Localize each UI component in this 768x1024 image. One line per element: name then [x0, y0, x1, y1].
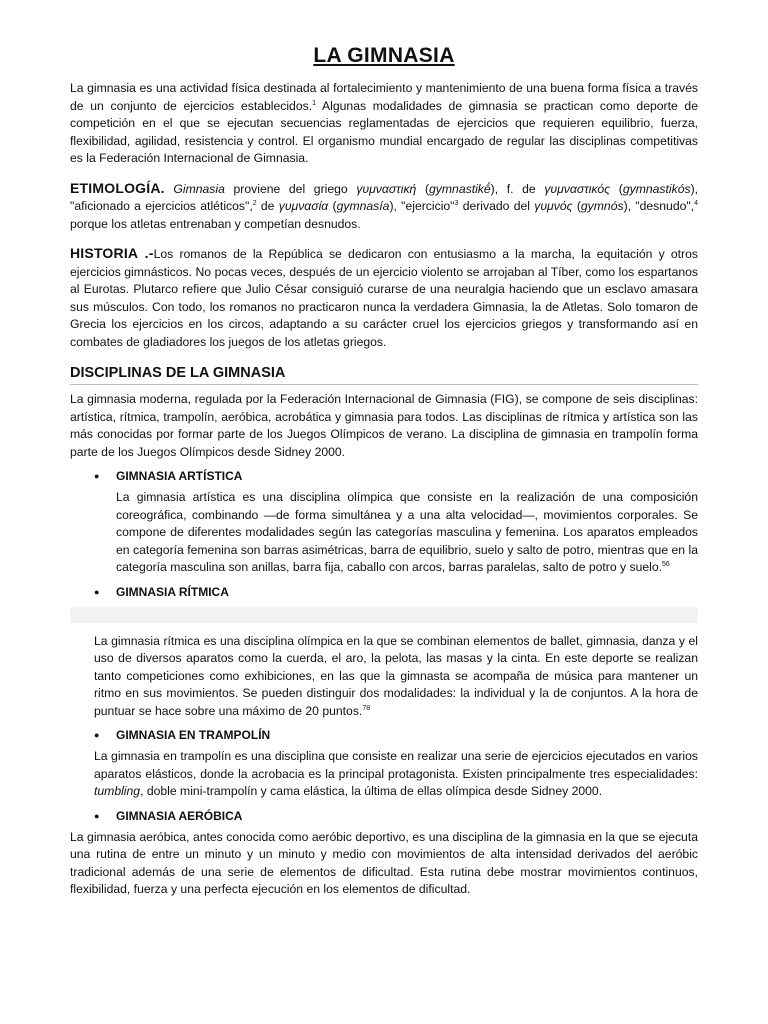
footnote-ref-3: 3	[454, 199, 459, 207]
shaded-band	[70, 607, 698, 623]
etimologia-text: (	[572, 199, 581, 213]
trampolin-term: tumbling	[94, 784, 141, 798]
etimologia-heading: ETIMOLOGÍA.	[70, 179, 165, 196]
etimologia-term: gymnastikós	[622, 181, 691, 196]
bullet-icon: ●	[94, 471, 100, 481]
etimologia-term: gymnasía	[336, 199, 390, 213]
historia-heading: HISTORIA .-	[70, 245, 154, 261]
footnote-ref-1: 1	[312, 99, 317, 107]
disciplinas-paragraph: La gimnasia moderna, regulada por la Federación Internacional de Gimnasia (FIG), se compone de seis disciplinas: artística, rítmica, trampolín, aeróbica, acrobática y gimnasia para todos. Las disciplinas de rítmica y artística son las más conocidas por formar parte de los Juegos Olímpicos de verano. La disciplina de gimnasia en trampolín forma parte de los Juegos Olímpicos desde Sidney 2000.	[70, 392, 698, 459]
trampolin-paragraph	[94, 748, 698, 801]
etimologia-term: gymnós	[580, 199, 624, 213]
etimologia-text: (	[610, 181, 623, 196]
disciplinas-heading: DISCIPLINAS DE LA GIMNASIA	[70, 365, 698, 385]
aerobica-paragraph: La gimnasia aeróbica, antes conocida como aeróbic deportivo, es una disciplina de la gimnasia en la que se ejecuta una rutina de entre un minuto y un minuto y medio con movimientos de alta intensidad derivados del aeróbic tradicional además de una serie de elementos de dificultad. Esta rutina debe mostrar movimientos continuos, flexibilidad, fuerza y una perfecta ejecución en los elementos de dificultad.	[70, 829, 698, 896]
bullet-icon: ●	[94, 730, 100, 740]
footnote-ref-2: 2	[252, 199, 257, 207]
intro-text-2: Algunas modalidades de gimnasia se practican como deporte de competición en el que se ejecutan secuencias reglamentadas de ejercicios que requieren equilibrio, fuerza, flexibilidad, agilidad, resistencia y control. El organismo mundial encargado de regular las disciplinas competitivas es la Federación Internacional de Gimnasia.	[70, 98, 698, 165]
etimologia-text: (	[328, 199, 337, 213]
list-item-artistica	[70, 469, 698, 483]
intro-text-1: La gimnasia es una actividad física destinada al fortalecimiento y mantenimiento de una buena forma física a través de un conjunto de ejercicios establecidos.	[70, 81, 698, 113]
etimologia-text: proviene del griego	[224, 181, 357, 196]
artistica-text: La gimnasia artística es una disciplina olímpica que consiste en la realización de una composición coreográfica, combinando —de forma simultánea y a una alta velocidad—, movimientos corporales. Se compone de diferentes modalidades según las categorías masculina y femenina. Los aparatos empleados en categoría femenina son barras asimétricas, barra de equilibrio, suelo y salto de potro, mientras que en la categoría masculina son anillas, barra fija, caballo con arcos, barras paralelas, salto de potro y suelo.	[116, 490, 698, 574]
etimologia-greek-term: γυμνασία	[278, 199, 329, 213]
list-item-trampolin	[70, 728, 698, 742]
footnote-ref-78: 78	[362, 704, 371, 712]
bullet-icon: ●	[94, 810, 100, 821]
list-item-ritmica	[70, 585, 698, 599]
trampolin-heading: GIMNASIA EN TRAMPOLÍN	[116, 728, 271, 742]
page-title: LA GIMNASIA	[313, 44, 455, 67]
etimologia-text: derivado del	[458, 199, 535, 213]
footnote-ref-56: 56	[662, 560, 670, 568]
etimologia-term: gymnastikḗ	[429, 181, 491, 196]
ritmica-text: La gimnasia rítmica es una disciplina olímpica en la que se combinan elementos de ballet, gimnasia, danza y el uso de diversos aparatos como la cuerda, el aro, la pelota, las masas y la cinta. En este deporte se realizan tanto competiciones como exhibiciones, en las que la gimnasta se acompaña de música para mantener un ritmo en sus movimientos. Se pueden distinguir dos modalidades: la individual y la de conjuntos. A la hora de puntuar se hace sobre una máximo de 20 puntos.	[94, 633, 698, 718]
aerobica-heading: GIMNASIA AERÓBICA	[116, 808, 243, 823]
ritmica-heading: GIMNASIA RÍTMICA	[116, 584, 229, 599]
trampolin-text-2: , doble mini-trampolín y cama elástica, la última de ellas olímpica desde Sidney 2000.	[140, 784, 603, 798]
footnote-ref-4: 4	[694, 199, 699, 207]
artistica-heading: GIMNASIA ARTÍSTICA	[116, 469, 243, 483]
etimologia-text: ), "aficionado a ejercicios atléticos",	[70, 181, 699, 213]
etimologia-greek-term: γυμναστική	[356, 181, 417, 196]
bullet-icon: ●	[94, 586, 100, 597]
etimologia-greek-term: γυμναστικός	[544, 181, 611, 196]
trampolin-text-1: La gimnasia en trampolín es una disciplina que consiste en realizar una serie de ejercicios ejecutados en varios aparatos elásticos, donde la acrobacia es la principal protagonista. Existen principalmente tres especialidades:	[94, 749, 698, 781]
etimologia-greek-term: γυμνός	[534, 199, 573, 213]
etimologia-text: (	[416, 181, 430, 196]
etimologia-text: de	[256, 199, 279, 213]
etimologia-text: ), f. de	[490, 181, 545, 196]
etimologia-text: porque los atletas entrenaban y competían desnudos.	[70, 216, 361, 231]
artistica-paragraph	[116, 489, 698, 577]
ritmica-paragraph	[94, 633, 698, 721]
intro-paragraph	[70, 80, 698, 168]
historia-paragraph	[70, 245, 698, 351]
historia-text: Los romanos de la República se dedicaron con entusiasmo a la marcha, la equitación y otros ejercicios gimnásticos. No pocas veces, después de un ejercicio violento se arrojaban al Tíber, como los espartanos al Eurotas. Plutarco refiere que Julio César consiguió curarse de una neuralgia haciendo que un esclavo amasara sus músculos. Con todo, los romanos no practicaron nunca la verdadera Gimnasia, la de Atletas. Solo tomaron de Grecia los ejercicios en los circos, adaptando a su carácter cruel los ejercicios griegos y transformando así en combates de gladiadores los juegos de los atletas griegos.	[70, 247, 698, 349]
etimologia-text: ), "ejercicio"	[389, 199, 455, 213]
list-item-aerobica	[70, 809, 698, 823]
etimologia-term: Gimnasia	[173, 181, 225, 196]
etimologia-paragraph	[70, 180, 698, 234]
etimologia-text: ), "desnudo",	[623, 199, 695, 213]
